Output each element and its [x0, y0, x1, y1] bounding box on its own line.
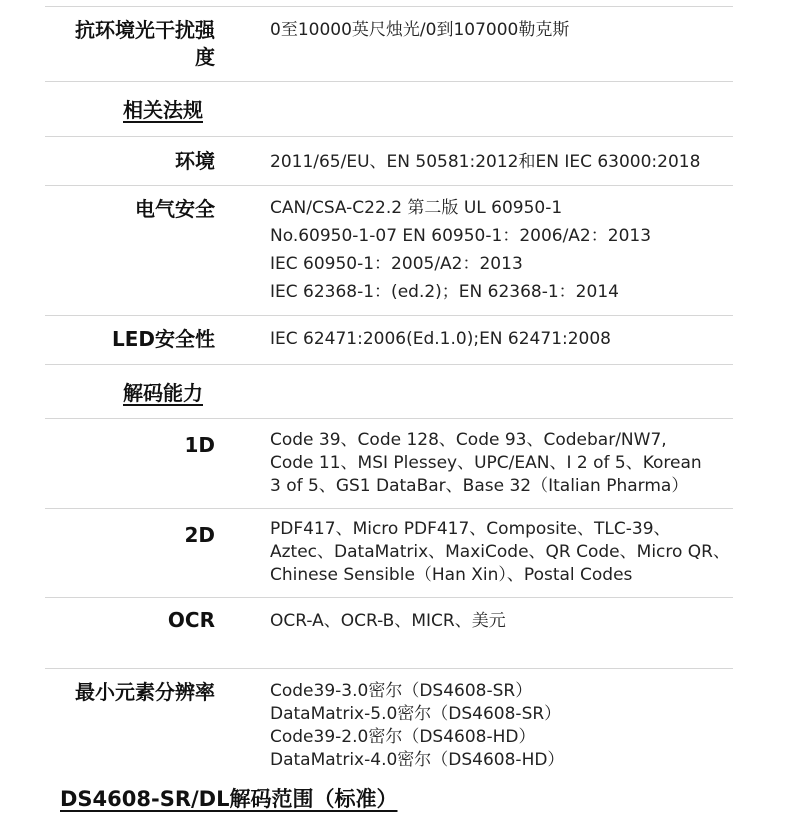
electrical-safety-label: 电气安全 — [135, 197, 215, 221]
one-d-label: 1D — [184, 433, 215, 457]
ocr-label: OCR — [167, 608, 215, 632]
divider — [45, 81, 733, 82]
one-d-line: Code 11、MSI Plessey、UPC/EAN、I 2 of 5、Korean — [270, 453, 702, 473]
two-d-label: 2D — [184, 523, 215, 547]
one-d-value — [270, 429, 740, 498]
divider — [45, 597, 733, 598]
two-d-line: Chinese Sensible（Han Xin）、Postal Codes — [270, 565, 633, 585]
ocr-value: OCR-A、OCR-B、MICR、美元 — [270, 611, 506, 631]
two-d-value — [270, 518, 740, 587]
min-resolution-label: 最小元素分辨率 — [75, 680, 215, 704]
led-safety-value: IEC 62471:2006(Ed.1.0);EN 62471:2008 — [270, 329, 611, 349]
electrical-safety-line: IEC 62368-1：(ed.2)；EN 62368-1：2014 — [270, 282, 619, 302]
one-d-line: Code 39、Code 128、Code 93、Codebar/NW7, — [270, 430, 667, 450]
min-resolution-line: DataMatrix-4.0密尔（DS4608-HD） — [270, 750, 565, 770]
divider — [45, 668, 733, 669]
two-d-line: Aztec、DataMatrix、MaxiCode、QR Code、Micro QR、 — [270, 542, 730, 562]
decode-section-heading: 解码能力 — [123, 381, 203, 405]
ambient-light-label: 抗环境光干扰强度 — [75, 18, 215, 69]
divider — [45, 418, 733, 419]
regulatory-section-heading: 相关法规 — [123, 98, 203, 122]
electrical-safety-line: CAN/CSA-C22.2 第二版 UL 60950-1 — [270, 198, 563, 218]
min-resolution-line: DataMatrix-5.0密尔（DS4608-SR） — [270, 704, 562, 724]
divider — [45, 508, 733, 509]
divider — [45, 364, 733, 365]
min-resolution-value — [270, 680, 740, 772]
led-safety-label: LED安全性 — [111, 327, 215, 351]
min-resolution-line: Code39-2.0密尔（DS4608-HD） — [270, 727, 536, 747]
environment-value: 2011/65/EU、EN 50581:2012和EN IEC 63000:2018 — [270, 152, 701, 172]
electrical-safety-line: IEC 60950-1：2005/A2：2013 — [270, 254, 523, 274]
environment-label: 环境 — [175, 149, 215, 173]
divider — [45, 315, 733, 316]
divider — [45, 6, 733, 7]
one-d-line: 3 of 5、GS1 DataBar、Base 32（Italian Pharma） — [270, 476, 689, 496]
electrical-safety-line: No.60950-1-07 EN 60950-1：2006/A2：2013 — [270, 226, 652, 246]
divider — [45, 185, 733, 186]
decode-range-title: DS4608-SR/DL解码范围（标准） — [60, 787, 398, 811]
electrical-safety-value — [270, 194, 740, 306]
min-resolution-line: Code39-3.0密尔（DS4608-SR） — [270, 681, 533, 701]
divider — [45, 136, 733, 137]
ambient-light-value: 0至10000英尺烛光/0到107000勒克斯 — [270, 20, 570, 40]
two-d-line: PDF417、Micro PDF417、Composite、TLC-39、 — [270, 519, 671, 539]
